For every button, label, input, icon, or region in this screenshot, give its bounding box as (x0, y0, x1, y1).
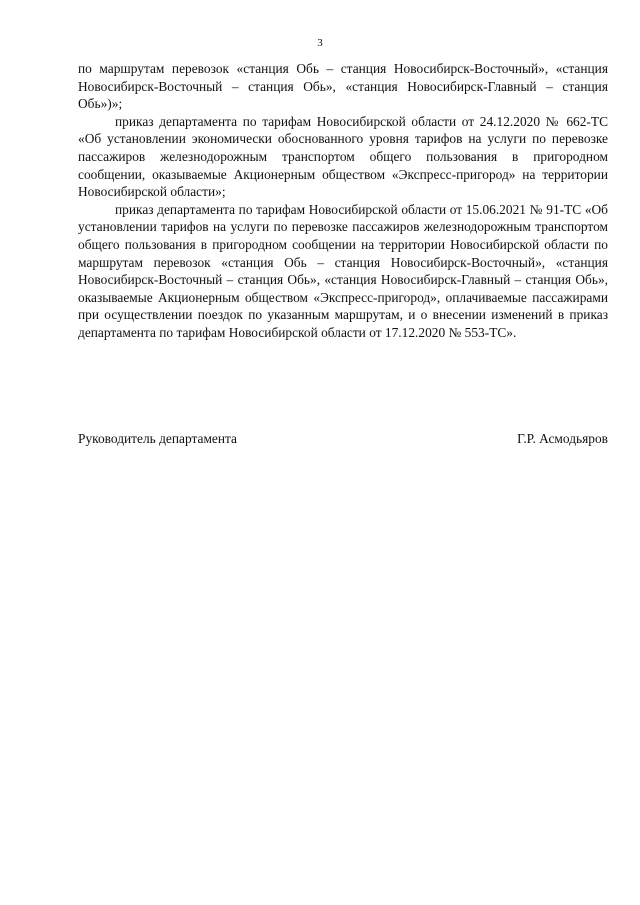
signatory-name: Г.Р. Асмодьяров (517, 431, 608, 446)
signatory-position: Руководитель департамента (78, 431, 237, 446)
signature-block (78, 430, 608, 448)
document-body (78, 60, 608, 342)
page-number: 3 (317, 37, 323, 49)
paragraph-continuation: по маршрутам перевозок «станция Обь – станция Новосибирск-Восточный», «станция Новосибирск-Восточный – станция Обь», «станция Новосибирск-Главный – станция Обь»)»; (78, 61, 608, 112)
paragraph-order-662: приказ департамента по тарифам Новосибирской области от 24.12.2020 № 662-ТС «Об установлении экономически обоснованного уровня тарифов на услуги по перевозке пассажиров железнодорожным транспортом общего пользования в пригородном сообщении, оказываемые Акционерным обществом «Экспресс-пригород» на территории Новосибирской области»; (78, 113, 608, 200)
paragraph-order-91: приказ департамента по тарифам Новосибирской области от 15.06.2021 № 91-ТС «Об установлении тарифов на услуги по перевозке пассажиров железнодорожным транспортом общего пользования в пригородном сообщении на территории Новосибирской области по маршрутам перевозок «станция Обь – станция Новосибирск-Восточный», «станция Новосибирск-Восточный – станция Обь», «станция Новосибирск-Главный – станция Обь», оказываемые Акционерным обществом «Экспресс-пригород», оплачиваемые пассажирами при осуществлении поездок по указанным маршрутам, и о внесении изменений в приказ департамента по тарифам Новосибирской области от 17.12.2020 № 553-ТС». (78, 201, 608, 340)
